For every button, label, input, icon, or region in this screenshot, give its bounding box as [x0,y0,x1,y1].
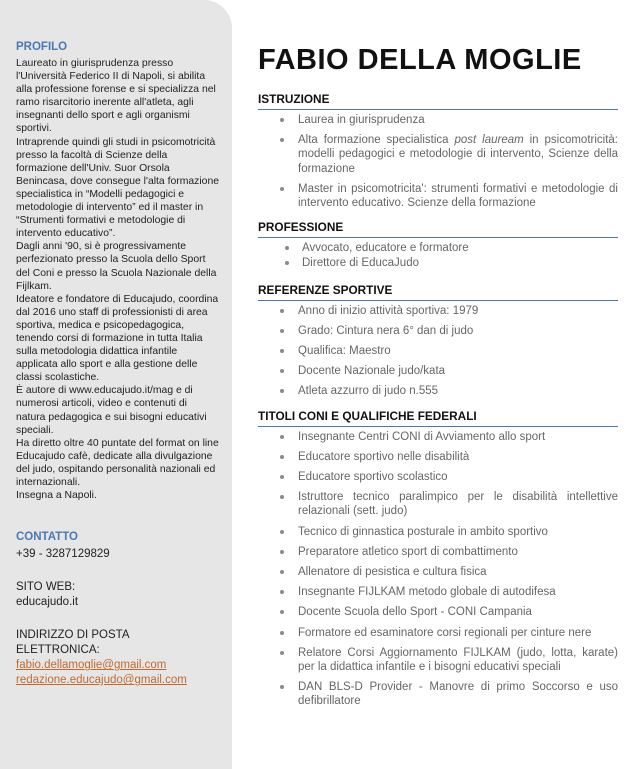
list-item-text: Master in psicomotricita': strumenti formativi e metodologie di intervento educativo. Scienze della formazione [298,182,618,210]
bullet-icon [280,550,284,554]
list-item [258,241,618,255]
profilo-text [16,57,219,502]
list-item-text: Anno di inizio attività sportiva: 1979 [298,304,479,317]
profilo-paragraph: Insegna a Napoli. [16,490,97,502]
list-item-text: Direttore di EducaJudo [302,257,419,270]
bullet-icon [280,651,284,655]
list-item [258,304,618,318]
bullet-icon [280,369,284,373]
list-item [258,450,618,464]
email-link-redazione[interactable]: redazione.educajudo@gmail.com [16,674,187,687]
professione-list [258,241,618,270]
list-item-text: Tecnico di ginnastica posturale in ambito sportivo [298,525,548,538]
profilo-paragraph: Intraprende quindi gli studi in psicomotricità presso la facoltà di Scienze della formazione dell'Univ. Suor Orsola Benincasa, dove consegue l'alta formazione specialistica in “Modelli pedagogici e metodologie di intervento” ed il master in “Strumenti formativi e metodologie di intervento educativo”. [16,136,219,240]
list-item-text: in psicomotricità: modelli pedagogici e metodologie di intervento, Scienze della formazione [298,134,618,175]
list-item-text: Avvocato, educatore e formatore [302,242,469,255]
main-content [258,42,618,715]
list-item [258,256,618,270]
email-label-2: ELETTRONICA: [16,644,100,657]
sidebar-content [16,40,219,688]
profilo-heading: PROFILO [16,41,68,53]
list-item [258,626,618,640]
list-item-text: Docente Scuola dello Sport - CONI Campania [298,606,532,619]
list-item-text: Laurea in giurisprudenza [298,114,425,126]
bullet-icon [280,590,284,594]
list-item-text: Insegnante Centri CONI di Avviamento allo sport [298,430,546,443]
list-item [258,364,618,378]
list-item-text: Allenatore di pesistica e cultura fisica [298,566,487,579]
list-item [258,565,618,579]
list-item-text: Educatore sportivo nelle disabilità [298,450,470,463]
list-item-text: DAN BLS-D Provider - Manovre di primo Soccorso e uso defibrillatore [298,681,618,708]
email-label: INDIRIZZO DI POSTA [16,629,130,642]
profilo-paragraph: Ideatore e fondatore di Educajudo, coordina dal 2016 uno staff di professionisti di area sportiva, medica e psicopedagogica, tenendo corsi di formazione in tutta Italia sulla metodologia didattica infantile applicata allo sport e alla gestione delle classi scolastiche. [16,293,219,384]
list-item [258,133,618,176]
list-item-text: Grado: Cintura nera 6° dan di judo [298,324,474,337]
bullet-icon [280,631,284,635]
list-item [258,430,618,444]
bullet-icon [280,389,284,393]
referenze-list [258,304,618,399]
professione-heading: PROFESSIONE [258,220,618,238]
website-label: SITO WEB: [16,581,76,594]
list-item-text: Relatore Corsi Aggiornamento FIJLKAM (judo, lotta, karate) per la didattica infantile e i bisogni educativi speciali [298,646,618,674]
sidebar [0,0,232,769]
profilo-paragraph: Ha diretto oltre 40 puntate del format on line Educajudo cafè, dedicate alla divulgazione del judo, ospitando personalità nazionali ed internazionali. [16,437,219,488]
list-item-text: Atleta azzurro di judo n.555 [298,385,439,398]
list-item-text: Alta formazione specialistica [298,134,455,147]
list-item-text: Insegnante FIJLKAM metodo globale di autodifesa [298,586,556,599]
bullet-icon [280,685,284,689]
profilo-paragraph: Dagli anni '90, si è progressivamente perfezionato presso la Scuola dello Sport del Coni e presso la Scuola Nazionale della Fijlkam. [16,241,217,292]
referenze-heading: REFERENZE SPORTIVE [258,283,618,301]
istruzione-list [258,113,618,210]
list-item-text: Educatore sportivo scolastico [298,471,448,484]
bullet-icon [280,349,284,353]
person-name: FABIO DELLA MOGLIE [258,44,582,76]
list-item-text: Docente Nazionale judo/kata [298,365,446,378]
bullet-icon [280,118,284,122]
list-item [258,324,618,338]
list-item-text: Istruttore tecnico paralimpico per le disabilità intellettive relazionali (sett. judo) [298,491,618,518]
list-item [258,545,618,559]
bullet-icon [280,309,284,313]
profilo-paragraph: È autore di www.educajudo.it/mag e di numerosi articoli, video e contenuti di natura pedagogica e sui bisogni educativi speciali. [16,385,207,436]
bullet-icon [285,246,289,250]
bullet-icon [280,138,284,142]
list-item [258,490,618,518]
istruzione-heading: ISTRUZIONE [258,92,618,110]
profilo-paragraph: Laureato in giurisprudenza presso l'Università Federico II di Napoli, si abilita alla professione forense e si specializza nel ramo risarcitorio inerente all'atleta, agli insegnanti dello sport e agli organismi sportivi. [16,58,216,135]
bullet-icon [285,261,289,265]
bullet-icon [280,435,284,439]
list-item [258,470,618,484]
list-item [258,646,618,674]
email-link-personal[interactable]: fabio.dellamoglie@gmail.com [16,659,167,672]
list-item [258,680,618,708]
phone-number: +39 - 3287129829 [16,548,110,561]
list-item [258,344,618,358]
bullet-icon [280,187,284,191]
list-item [258,605,618,619]
bullet-icon [280,455,284,459]
bullet-icon [280,495,284,499]
list-item [258,525,618,539]
contatto-heading: CONTATTO [16,531,78,544]
list-item-text: Qualifica: Maestro [298,345,391,358]
list-item [258,113,618,127]
list-item-text: Preparatore atletico sport di combattimento [298,545,518,558]
bullet-icon [280,610,284,614]
list-item [258,182,618,210]
bullet-icon [280,570,284,574]
titoli-list [258,430,618,709]
bullet-icon [280,329,284,333]
list-item-text: Formatore ed esaminatore corsi regionali per cinture nere [298,626,592,639]
bullet-icon [280,530,284,534]
list-item-emphasis: post lauream [454,134,524,147]
list-item [258,384,618,398]
website-value: educajudo.it [16,596,79,609]
titoli-heading: TITOLI CONI E QUALIFICHE FEDERALI [258,409,618,427]
list-item [258,585,618,599]
bullet-icon [280,475,284,479]
